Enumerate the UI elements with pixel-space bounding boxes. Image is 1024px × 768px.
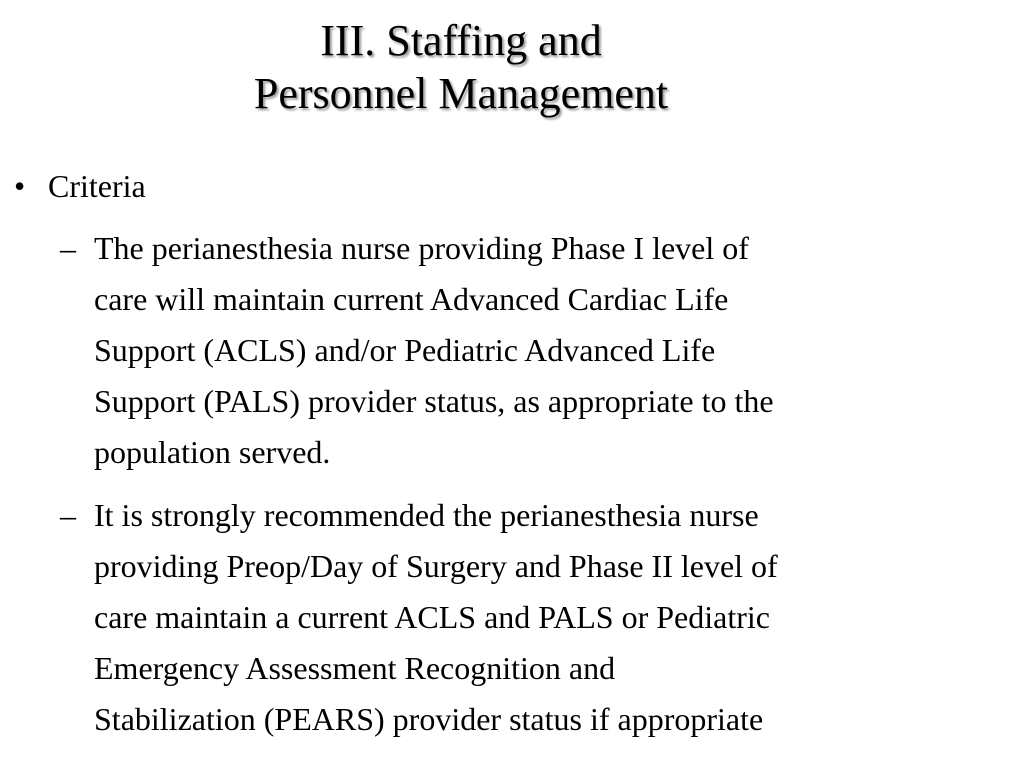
bullet-criteria-label: Criteria [48,168,146,204]
sub-bullet-text-line: The perianesthesia nurse providing Phase I level of [94,230,749,266]
sub-bullet-pears [60,490,1020,745]
sub-bullet-dash-icon: – [60,230,76,266]
sub-bullet-text-line: care maintain a current ACLS and PALS or Pediatric [94,599,770,635]
sub-bullet-text-line: population served. [94,434,331,470]
sub-bullet-text-line: Support (ACLS) and/or Pediatric Advanced Life [94,332,716,368]
slide-title-line-2: Personnel Management [253,69,669,118]
sub-bullet-text-line: Support (PALS) provider status, as appropriate to the [94,383,774,419]
sub-bullet-dash-icon: – [60,497,76,533]
slide-title [0,14,922,120]
sub-bullet-text-line: care will maintain current Advanced Cardiac Life [94,281,729,317]
sub-bullet-text-line: providing Preop/Day of Surgery and Phase II level of [94,548,778,584]
sub-bullet-text-line: Emergency Assessment Recognition and [94,650,616,686]
bullet-dot-icon: • [14,168,26,204]
bullet-criteria [14,166,146,206]
sub-bullet-acls-pals [60,223,1020,478]
slide-title-line-1: III. Staffing and [320,16,602,65]
sub-bullet-text-line: It is strongly recommended the perianesthesia nurse [94,497,759,533]
sub-bullet-text-line: Stabilization (PEARS) provider status if appropriate [94,701,764,737]
